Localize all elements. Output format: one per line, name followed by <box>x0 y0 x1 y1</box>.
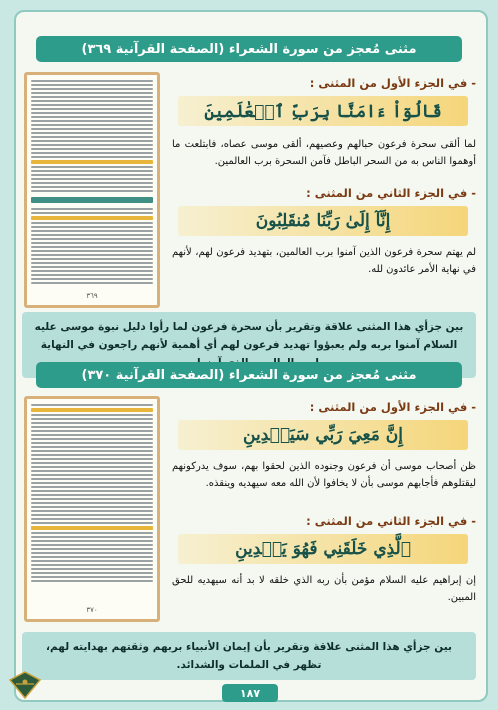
thumbnail-page-number: ٣٧٠ <box>86 606 98 614</box>
part1-heading: - في الجزء الأول من المثنى : <box>309 76 476 90</box>
part2-heading: - في الجزء الثاني من المثنى : <box>306 514 476 528</box>
forum-logo <box>4 670 46 704</box>
part1-text: ظن أصحاب موسى أن فرعون وجنوده الذين لحقوا بهم، سوف يدركونهم ليقتلوهم فأجابهم موسى بأن لا يخافوا لأن الله معه سيهديه وينقذه. <box>172 461 476 489</box>
part2-verse: إِنَّآ إِلَىٰ رَبِّنَا مُنقَلِبُونَ <box>178 206 468 236</box>
quran-page-thumbnail <box>24 72 160 308</box>
part2-text: لم يهتم سحرة فرعون الذين آمنوا برب العالمين، بتهديد فرعون لهم، لأنهم في نهاية الأمر عائدون لله. <box>172 247 476 275</box>
part1-text: لما ألقى سحرة فرعون حبالهم وعصيهم، ألقى موسى عصاه، فابتلعت ما أوهموا الناس به من السحر الباطل فآمن السحرة برب العالمين. <box>172 139 476 167</box>
part1-verse: إِنَّ مَعِيَ رَبِّي سَيَهۡدِينِ <box>178 420 468 450</box>
part2-verse: ٱلَّذِي خَلَقَنِي فَهُوَ يَهۡدِينِ <box>178 534 468 564</box>
part1-verse: قَالُوٓاْ ءَامَنَّا بِرَبِّ ٱلۡعَٰلَمِينَ <box>178 96 468 126</box>
section-369 <box>22 36 476 358</box>
quran-page-thumbnail <box>24 396 160 622</box>
thumbnail-page-number: ٣٦٩ <box>86 292 98 300</box>
conclusion-box: بين جزأي هذا المثنى علاقة وتقرير بأن سحرة فرعون لما رأوا دليل نبوة موسى عليه السلام آمنوا بربه ولم يعبؤوا تهديد فرعون لهم أي أهمية لأنهم راجعون في النهاية <box>22 312 476 378</box>
part2-heading: - في الجزء الثاني من المثنى : <box>306 186 476 200</box>
part2-text: إن إبراهيم عليه السلام مؤمن بأن ربه الذي خلقه لا بد أنه سيهديه للحق المبين. <box>172 575 476 603</box>
page-number: ١٨٧ <box>222 684 278 702</box>
section-370 <box>22 362 476 680</box>
conclusion-box: بين جزأي هذا المثنى علاقة وتقرير بأن إيمان الأنبياء بربهم وثقتهم بهدايته لهم، تظهر في الملمات والشدائد. <box>22 632 476 680</box>
section-banner: مثنى مُعجز من سورة الشعراء (الصفحة القرآنية ٣٧٠) <box>36 362 462 388</box>
part1-heading: - في الجزء الأول من المثنى : <box>309 400 476 414</box>
section-banner: مثنى مُعجز من سورة الشعراء (الصفحة القرآنية ٣٦٩) <box>36 36 462 62</box>
